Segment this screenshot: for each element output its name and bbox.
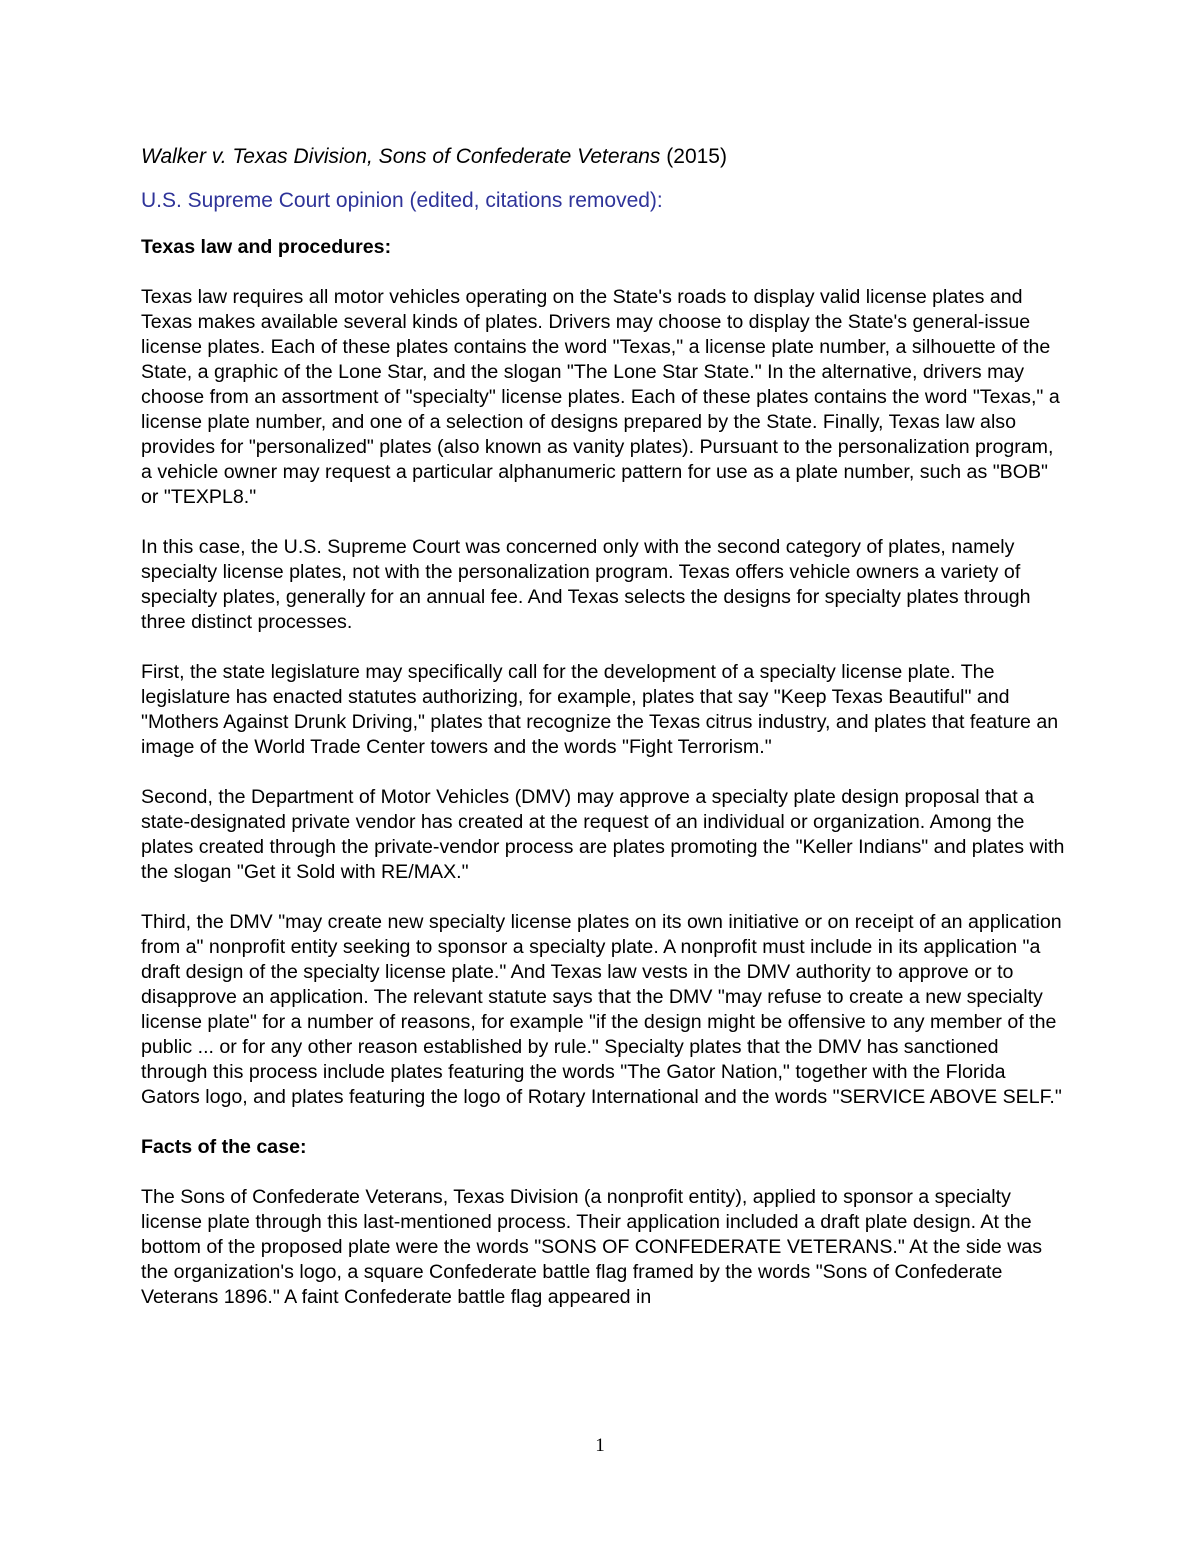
section-heading-facts: Facts of the case: bbox=[141, 1136, 307, 1158]
paragraph-third-process: Third, the DMV "may create new specialty license plates on its own initiative or on receipt of an application from a" nonprofit entity seeking to sponsor a specialty plate. A nonprofit must include in its application "a draft design of the specialty license plate." And Texas law vests in the DMV authority to approve or to disapprove an application. The relevant statute says that the DMV "may refuse to create a new specialty license plate" for a number of reasons, for example "if the design might be offensive to any member of the public ... or for any other reason established by rule." Specialty plates that the DMV has sanctioned through this process include plates featuring the words "The Gator Nation," together with the Florida Gators logo, and plates featuring the logo of Rotary International and the words "SERVICE ABOVE SELF." bbox=[141, 911, 1062, 1108]
case-year: (2015) bbox=[666, 145, 727, 168]
paragraph-specialty-plates: In this case, the U.S. Supreme Court was concerned only with the second category of plates, namely specialty license plates, not with the personalization program. Texas offers vehicle owners a variety of specialty plates, generally for an annual fee. And Texas selects the designs for specialty plates through three distinct processes. bbox=[141, 536, 1031, 633]
page-number: 1 bbox=[595, 1435, 605, 1456]
paragraph-facts: The Sons of Confederate Veterans, Texas Division (a nonprofit entity), applied to sponsor a specialty license plate through this last-mentioned process. Their application included a draft plate design. At the bottom of the proposed plate were the words "SONS OF CONFEDERATE VETERANS." At the side was the organization's logo, a square Confederate battle flag framed by the words "Sons of Confederate Veterans 1896." A faint Confederate battle flag appeared in bbox=[141, 1186, 1043, 1308]
case-name: Walker v. Texas Division, Sons of Confederate Veterans bbox=[141, 145, 661, 168]
paragraph-second-process: Second, the Department of Motor Vehicles (DMV) may approve a specialty plate design proposal that a state-designated private vendor has created at the request of an individual or organization. Among the plates created through the private-vendor process are plates promoting the "Keller Indians" and plates with the slogan "Get it Sold with RE/MAX." bbox=[141, 786, 1065, 883]
section-heading-texas-law: Texas law and procedures: bbox=[141, 236, 392, 258]
paragraph-first-process: First, the state legislature may specifically call for the development of a specialty license plate. The legislature has enacted statutes authorizing, for example, plates that say "Keep Texas Beautiful" and "Mothers Against Drunk Driving," plates that recognize the Texas citrus industry, and plates that feature an image of the World Trade Center towers and the words "Fight Terrorism." bbox=[141, 661, 1059, 758]
case-title bbox=[141, 143, 1066, 171]
document-subtitle: U.S. Supreme Court opinion (edited, citations removed): bbox=[141, 189, 663, 212]
document-body bbox=[141, 143, 1066, 1310]
paragraph-plate-types: Texas law requires all motor vehicles operating on the State's roads to display valid license plates and Texas makes available several kinds of plates. Drivers may choose to display the State's general-issue license plates. Each of these plates contains the word "Texas," a license plate number, a silhouette of the State, a graphic of the Lone Star, and the slogan "The Lone Star State." In the alternative, drivers may choose from an assortment of "specialty" license plates. Each of these plates contains the word "Texas," a license plate number, and one of a selection of designs prepared by the State. Finally, Texas law also provides for "personalized" plates (also known as vanity plates). Pursuant to the personalization program, a vehicle owner may request a particular alphanumeric pattern for use as a plate number, such as "BOB" or "TEXPL8." bbox=[141, 286, 1060, 508]
